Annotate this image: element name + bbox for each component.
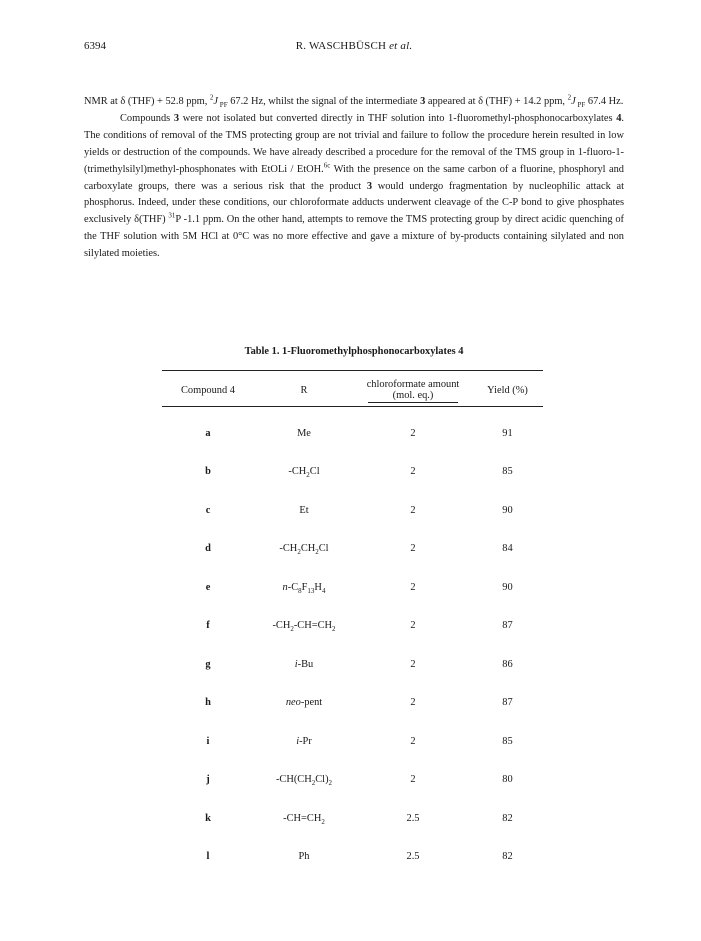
cell-compound: k: [205, 812, 211, 824]
cell-yield: 85: [502, 735, 513, 747]
cell-r: $-CH_2Cl$: [288, 466, 320, 480]
cell-compound: f: [206, 620, 210, 631]
cell-compound: c: [205, 504, 211, 516]
table-caption: Table 1. 1-Fluoromethylphosphonocarboxylates 4: [244, 346, 464, 357]
cell-compound: j: [206, 774, 210, 785]
cell-r: Et: [299, 504, 309, 516]
cell-r: Me: [297, 427, 311, 439]
cell-yield: 87: [502, 697, 513, 708]
cell-r: $-CH(CH_2Cl)_2$: [275, 774, 333, 788]
cell-r: $-CH=CH_2$: [283, 812, 325, 826]
table-header-row: [162, 371, 543, 407]
cell-amount: 2: [410, 504, 416, 516]
cell-r: neo-pent: [285, 697, 323, 708]
cell-compound: e: [205, 581, 211, 593]
table-row: [162, 604, 543, 643]
table-row: [162, 835, 543, 874]
cell-amount: 2: [410, 466, 416, 477]
cell-compound: d: [205, 543, 211, 554]
cell-amount: 2: [410, 658, 416, 670]
cell-compound: g: [205, 658, 211, 670]
header-amount-line2: (mol. eq.): [368, 390, 458, 403]
cell-yield: 91: [502, 427, 513, 439]
header-r: R: [300, 385, 308, 396]
table-row: [162, 719, 543, 758]
header-yield: Yield (%): [487, 385, 528, 396]
cell-amount: 2: [410, 543, 416, 554]
header-amount: [354, 371, 472, 407]
cell-amount: 2.5: [406, 851, 420, 862]
cell-amount: 2: [410, 735, 416, 747]
header-compound: [162, 371, 254, 407]
cell-yield: 87: [502, 620, 513, 631]
paragraph-1: NMR at δ (THF) + 52.8 ppm, $^2$J $_{PF}$ 67.2 Hz, whilst the signal of the intermediate 3 appeared at δ (THF) + 14.2 ppm, $^2$J $_{PF}$ 67.4 Hz.: [84, 93, 624, 110]
table-row: [162, 758, 543, 797]
cell-yield: 90: [502, 504, 513, 516]
cell-yield: 90: [502, 581, 513, 593]
cell-compound: b: [205, 466, 211, 477]
cell-yield: 85: [502, 466, 513, 477]
cell-r: i-Pr: [296, 735, 312, 747]
cell-r: i-Bu: [294, 658, 314, 670]
cell-amount: 2: [410, 774, 416, 785]
cell-yield: 82: [502, 851, 513, 862]
cell-amount: 2.5: [406, 812, 420, 824]
cell-compound: i: [206, 735, 210, 747]
table-row: [162, 681, 543, 720]
running-head-author: R. WASCHBÜSCH: [295, 40, 387, 52]
results-table: [162, 370, 543, 873]
table-row: [162, 450, 543, 489]
table-row: [162, 527, 543, 566]
cell-yield: 86: [502, 658, 513, 670]
cell-yield: 82: [502, 812, 513, 824]
cell-r: $-CH_2-CH=CH_2$: [272, 620, 336, 634]
cell-compound: l: [206, 851, 210, 862]
running-head: [84, 40, 624, 52]
page-number: 6394: [84, 40, 106, 52]
cell-yield: 80: [502, 774, 513, 785]
table-row: [162, 565, 543, 604]
running-head-et-al: et al.: [389, 40, 413, 52]
cell-amount: 2: [410, 581, 416, 593]
cell-amount: 2: [410, 427, 416, 439]
cell-r: Ph: [298, 851, 310, 862]
body-text: [84, 94, 624, 263]
header-compound-label: Compound 4: [181, 385, 235, 396]
cell-r: $-CH_2CH_2Cl$: [279, 543, 329, 557]
cell-amount: 2: [410, 697, 416, 708]
table-row: [162, 488, 543, 527]
table-row: [162, 407, 543, 450]
cell-amount: 2: [410, 620, 416, 631]
table-row: [162, 642, 543, 681]
table-row: [162, 796, 543, 835]
header-amount-line1: chloroformate amount: [366, 378, 460, 390]
page-header: [84, 40, 624, 56]
cell-compound: a: [205, 427, 211, 439]
cell-compound: h: [205, 697, 211, 708]
paragraph-2: Compounds 3 were not isolated but converted directly in THF solution into 1-fluoromethyl-phosphonocarboxylates 4. The conditions of removal of the TMS protecting group are not trivial and failure to follow the procedure herein resulted in low yields or destruction of the compounds. We have already described a procedure for the removal of the TMS group in 1-fluoro-1-(trimethylsilyl)methyl-phosphonates with EtOLi / EtOH.$^{6c}$ With the presence on the same carbon of a fluorine, phosphoryl and carboxylate groups, there was a serious risk that the product 3 would undergo fragmentation by nucleophilic attack at phosphorus. Indeed, under these conditions, our chloroformate adducts underwent cleavage of the C-P bond to give phosphates exclusively δ(THF) $^{31}$P -1.1 ppm. On the other hand, attempts to remove the TMS protecting group by direct acidic quenching of the THF solution with 5M HCl at 0°C was no more effective and gave a mixture of by-products containing silylated and non silylated moieties.: [84, 112, 625, 260]
table-body: [162, 407, 543, 874]
cell-yield: 84: [502, 543, 513, 554]
cell-r: $n-C_8F_{13}H_4$: [282, 581, 326, 595]
